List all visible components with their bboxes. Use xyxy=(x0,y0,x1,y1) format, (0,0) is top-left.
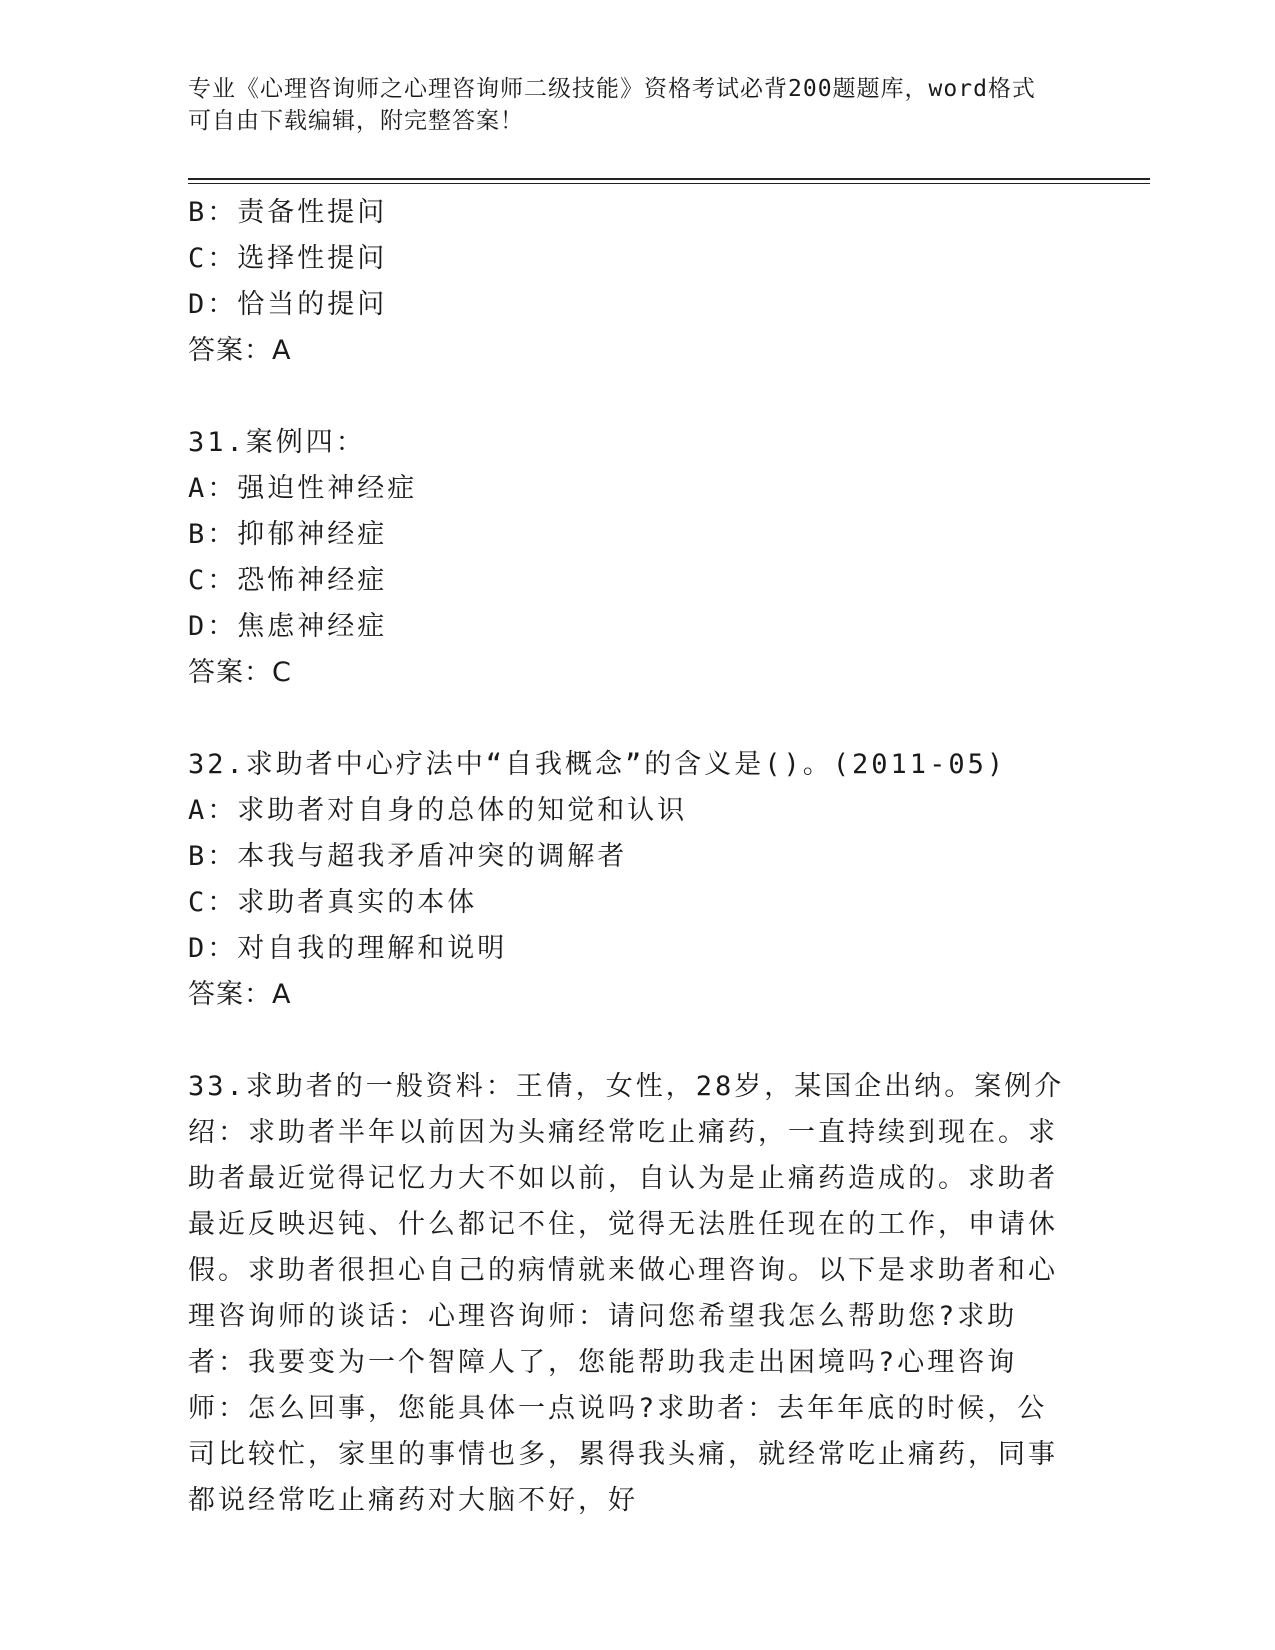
document-body xyxy=(188,190,1068,1524)
answer-line: 答案：C xyxy=(188,657,292,688)
header-line-2: 可自由下载编辑，附完整答案！ xyxy=(188,108,524,134)
question-33 xyxy=(188,1064,1068,1524)
answer-line: 答案：A xyxy=(188,979,292,1010)
option-c: C：选择性提问 xyxy=(188,243,388,274)
option-a: A：强迫性神经症 xyxy=(188,473,418,504)
option-b: B：抑郁神经症 xyxy=(188,519,388,550)
header-divider-thick xyxy=(188,178,1150,180)
answer-line: 答案：A xyxy=(188,335,292,366)
option-c: C：恐怖神经症 xyxy=(188,565,388,596)
option-b: B：责备性提问 xyxy=(188,197,388,228)
question-31 xyxy=(188,420,1068,696)
option-d: D：恰当的提问 xyxy=(188,289,388,320)
question-30-fragment xyxy=(188,190,1068,374)
option-d: D：焦虑神经症 xyxy=(188,611,388,642)
document-header xyxy=(188,73,1068,137)
option-c: C：求助者真实的本体 xyxy=(188,887,478,918)
question-32 xyxy=(188,742,1068,1018)
question-stem: 31.案例四： xyxy=(188,427,366,458)
question-stem: 33.求助者的一般资料：王倩，女性，28岁，某国企出纳。案例介绍：求助者半年以前因为头痛经常吃止痛药，一直持续到现在。求助者最近觉得记忆力大不如以前，自认为是止痛药造成的。求助者最近反映迟钝、什么都记不住，觉得无法胜任现在的工作，申请休假。求助者很担心自己的病情就来做心理咨询。以下是求助者和心理咨询师的谈话：心理咨询师：请问您希望我怎么帮助您?求助者：我要变为一个智障人了，您能帮助我走出困境吗?心理咨询师：怎么回事，您能具体一点说吗?求助者：去年年底的时候，公司比较忙，家里的事情也多，累得我头痛，就经常吃止痛药，同事都说经常吃止痛药对大脑不好，好 xyxy=(188,1071,1065,1516)
question-stem: 32.求助者中心疗法中“自我概念”的含义是()。(2011-05) xyxy=(188,749,1007,780)
option-a: A：求助者对自身的总体的知觉和认识 xyxy=(188,795,688,826)
option-b: B：本我与超我矛盾冲突的调解者 xyxy=(188,841,628,872)
header-line-1: 专业《心理咨询师之心理咨询师二级技能》资格考试必背200题题库，word格式 xyxy=(188,76,1036,102)
header-divider-thin xyxy=(188,183,1150,184)
option-d: D：对自我的理解和说明 xyxy=(188,933,508,964)
